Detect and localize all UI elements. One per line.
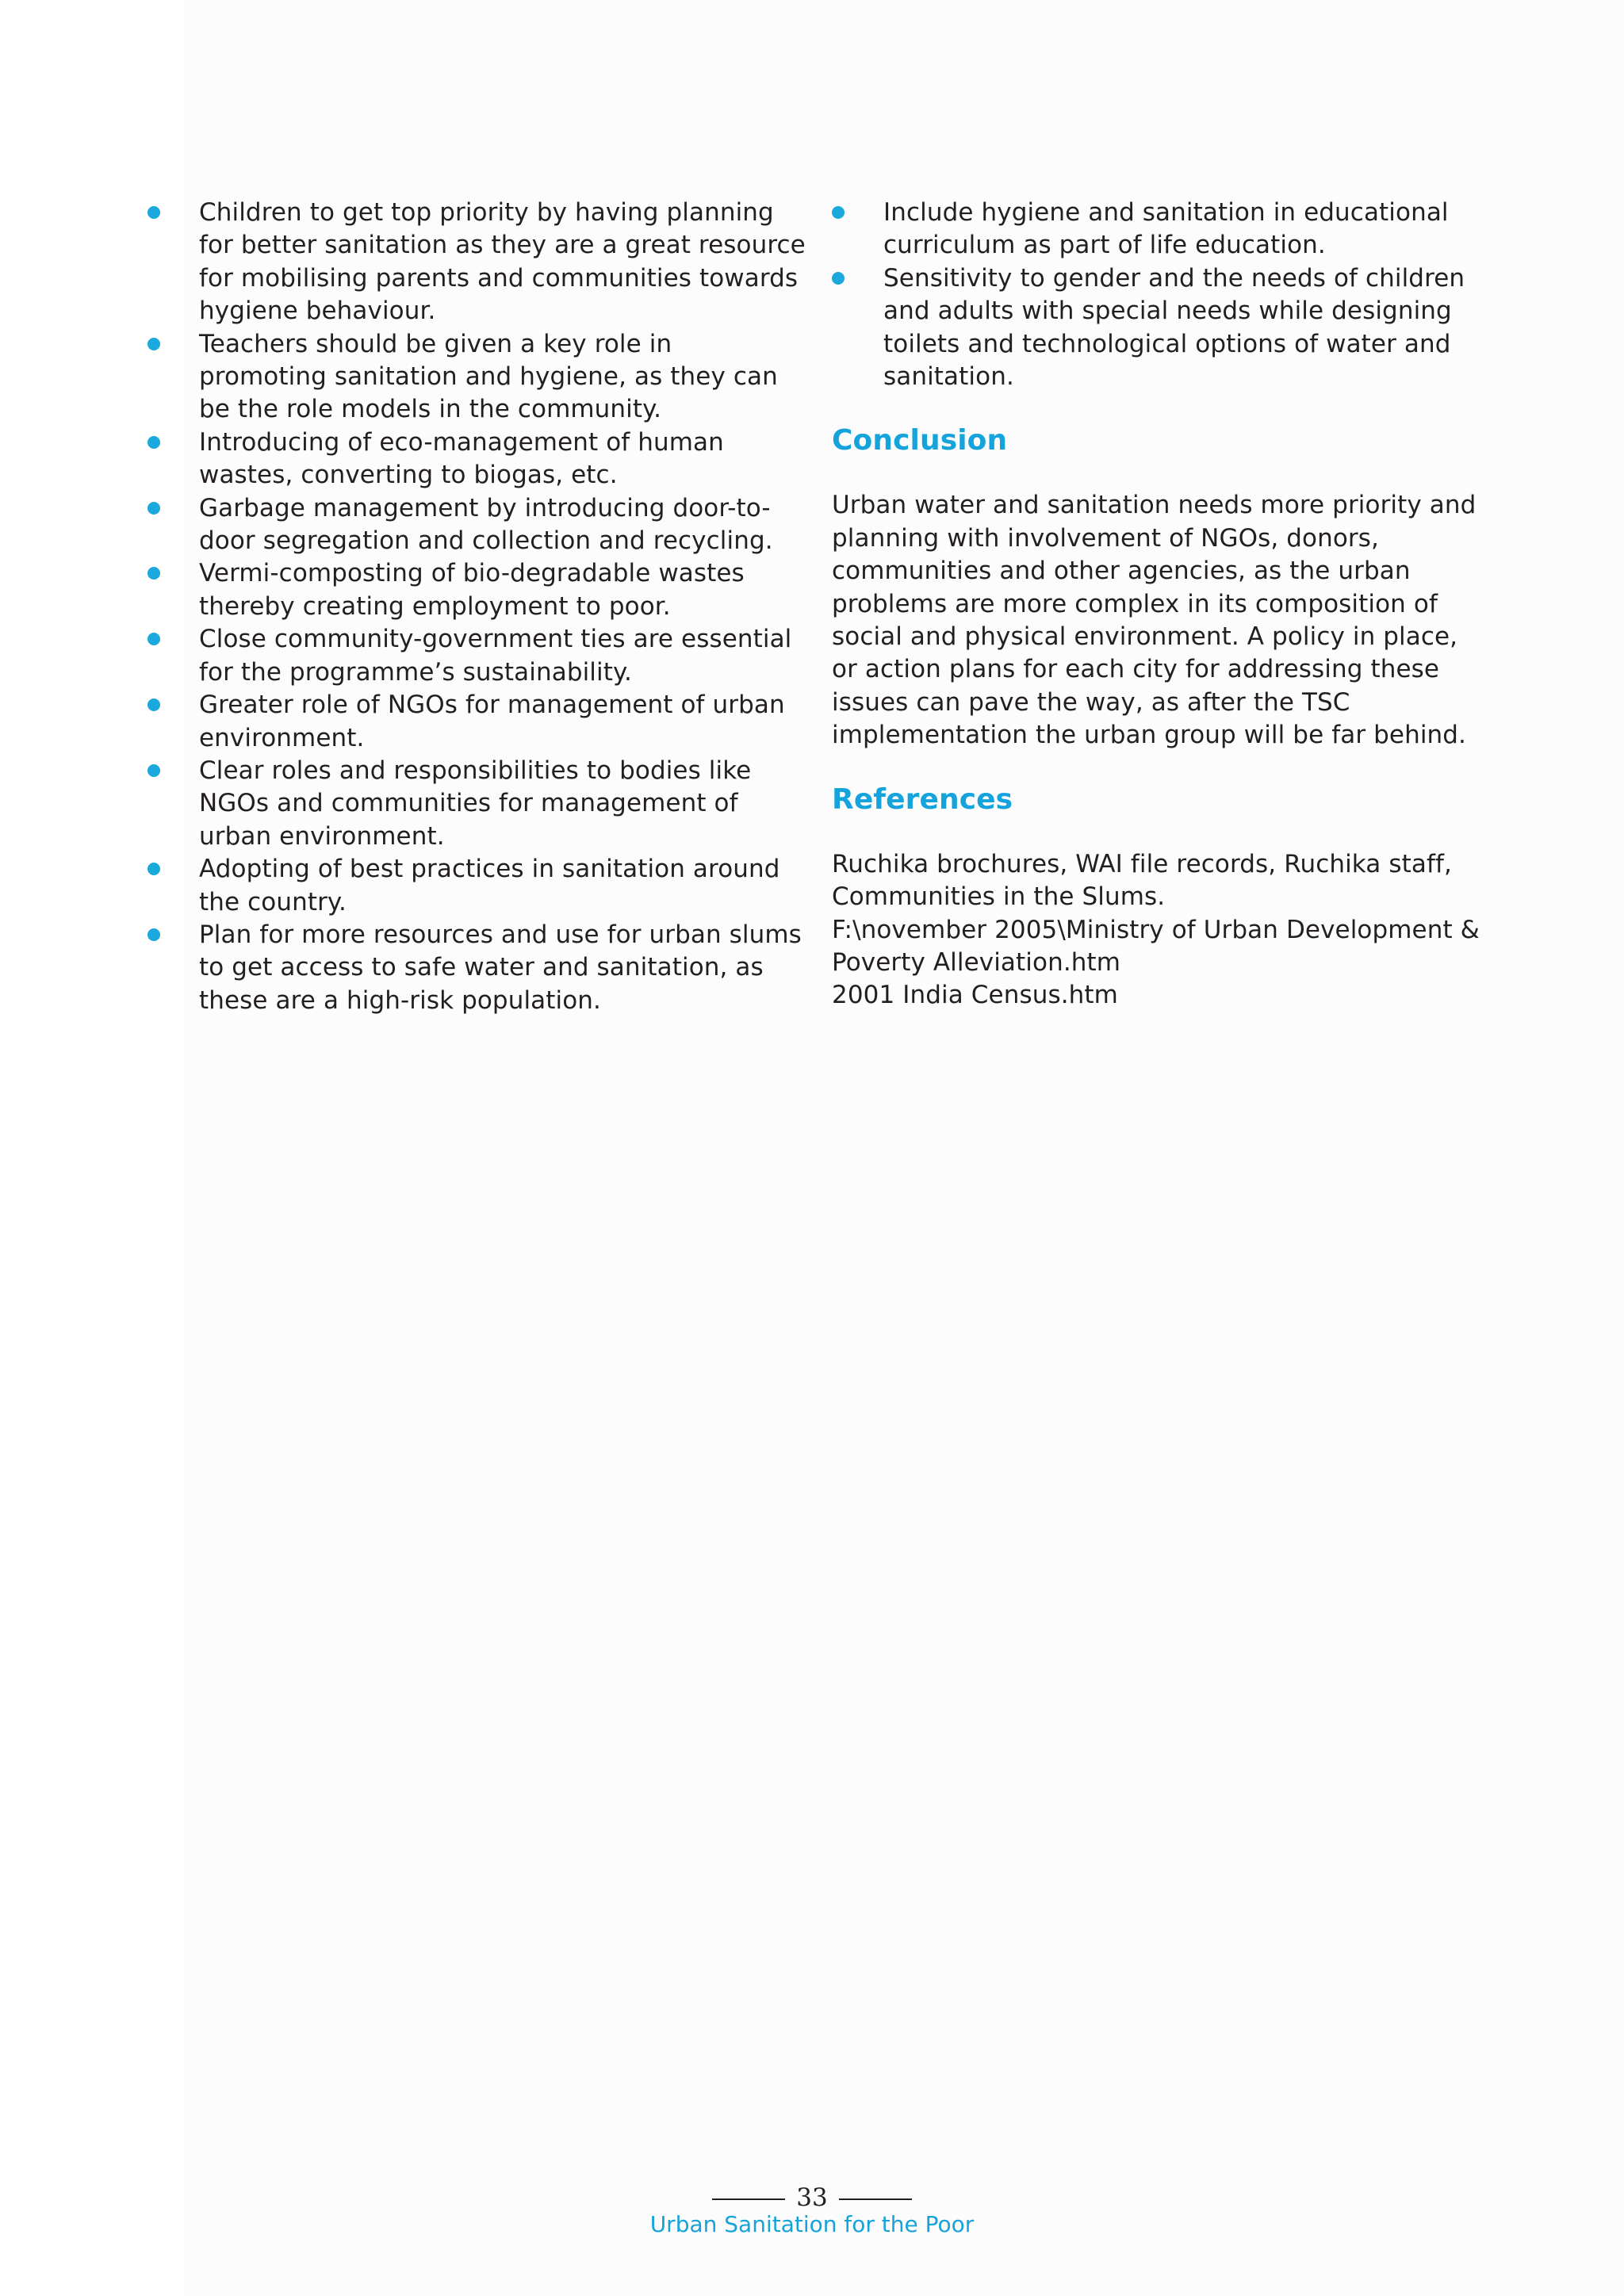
list-item	[147, 492, 806, 558]
list-item	[147, 427, 806, 492]
bullet-icon	[147, 633, 160, 645]
list-item-text: Plan for more resources and use for urban slums to get access to safe water and sanitation, as these are a high-risk population.	[199, 920, 802, 1015]
footer-rule-left	[712, 2198, 785, 2200]
list-item-text: Greater role of NGOs for management of urban environment.	[199, 691, 785, 752]
list-item-text: Introducing of eco-management of human wastes, converting to biogas, etc.	[199, 427, 724, 490]
recommendations-list-continued	[832, 197, 1490, 393]
list-item	[147, 557, 806, 623]
list-item-text: Include hygiene and sanitation in educational curriculum as part of life education.	[883, 198, 1449, 260]
recommendations-list	[147, 197, 806, 1017]
references-list	[832, 848, 1490, 1012]
list-item-text: Children to get top priority by having planning for better sanitation as they are a great resource for mobilising parents and communities towards hygiene behaviour.	[199, 198, 806, 326]
list-item	[832, 197, 1490, 262]
bullet-icon	[147, 502, 160, 515]
page-number: 33	[796, 2183, 828, 2212]
bullet-icon	[147, 764, 160, 777]
list-item-text: Teachers should be given a key role in promoting sanitation and hygiene, as they can be the role models in the community.	[199, 329, 778, 424]
conclusion-text: Urban water and sanitation needs more priority and planning with involvement of NGOs, donors, communities and other agencies, as the urban problems are more complex in its composition of social and physical environment. A policy in place, or action plans for each city for addressing these issues can pave the way, as after the TSC implementation the urban group will be far behind.	[832, 491, 1477, 750]
list-item-text: Vermi-composting of bio-degradable wastes thereby creating employment to poor.	[199, 559, 745, 621]
list-item	[147, 623, 806, 689]
bullet-icon	[832, 272, 845, 285]
list-item	[147, 689, 806, 755]
bullet-icon	[147, 436, 160, 449]
left-column	[147, 197, 806, 1017]
reference-item: F:\november 2005\Ministry of Urban Development & Poverty Alleviation.htm	[832, 915, 1480, 977]
bullet-icon	[147, 698, 160, 711]
list-item	[147, 853, 806, 919]
page-number-row	[0, 2182, 1624, 2214]
list-item-text: Clear roles and responsibilities to bodies like NGOs and communities for management of urban environment.	[199, 756, 752, 851]
bullet-icon	[147, 863, 160, 875]
references-heading: References	[832, 783, 1013, 816]
list-item-text: Close community-government ties are essential for the programme’s sustainability.	[199, 625, 792, 687]
footer-title: Urban Sanitation for the Poor	[649, 2211, 975, 2237]
reference-item: 2001 India Census.htm	[832, 981, 1118, 1010]
bullet-icon	[147, 338, 160, 350]
bullet-icon	[147, 206, 160, 219]
bullet-icon	[832, 206, 845, 219]
footer-rule-right	[839, 2198, 912, 2200]
list-item	[832, 262, 1490, 394]
list-item-text: Sensitivity to gender and the needs of children and adults with special needs while designing toilets and technological options of water and sanitation.	[883, 263, 1465, 392]
list-item	[147, 919, 806, 1017]
conclusion-heading: Conclusion	[832, 424, 1008, 457]
bullet-icon	[147, 928, 160, 941]
reference-item: Ruchika brochures, WAI file records, Ruchika staff, Communities in the Slums.	[832, 849, 1452, 912]
list-item	[147, 197, 806, 328]
list-item	[147, 328, 806, 427]
list-item-text: Garbage management by introducing door-to-door segregation and collection and recycling.	[199, 493, 773, 556]
list-item	[147, 755, 806, 853]
list-item-text: Adopting of best practices in sanitation around the country.	[199, 855, 780, 916]
bullet-icon	[147, 567, 160, 580]
right-column	[832, 197, 1490, 1012]
